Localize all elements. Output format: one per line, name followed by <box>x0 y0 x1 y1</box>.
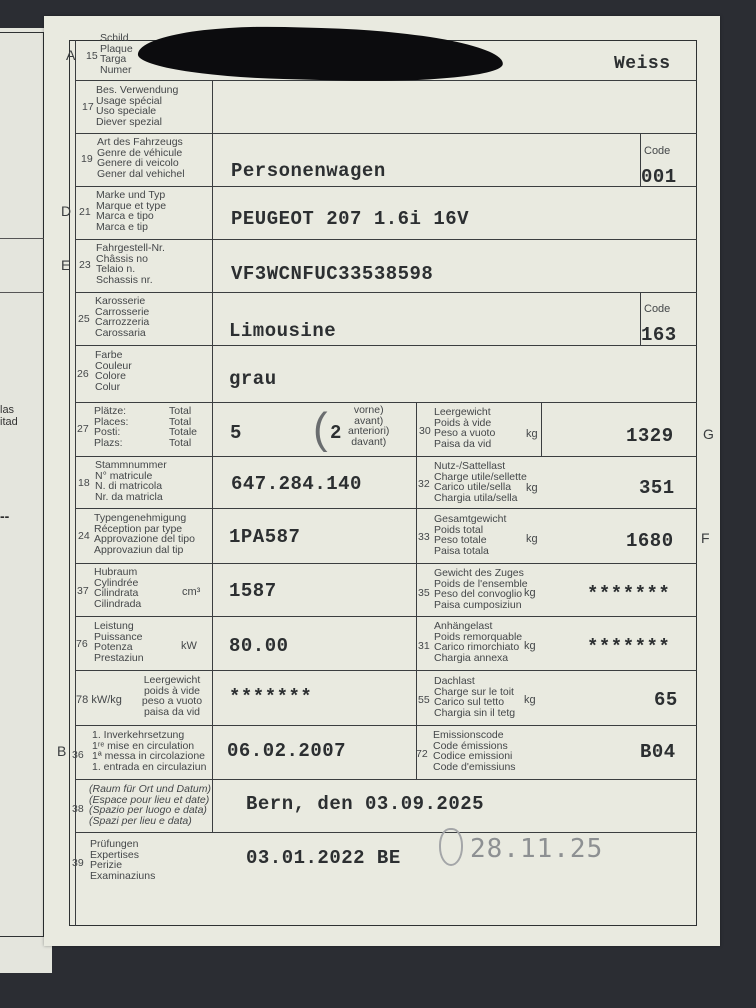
towing-capacity-value: ******* <box>587 636 671 658</box>
field-number-78: 78 kW/kg <box>76 694 122 706</box>
field-number: 23 <box>79 259 91 271</box>
field-label-place-date: (Raum für Ort und Datum) (Espace pour lieu et date) (Spazio per luogo e data) (Spazi per lieu e data) <box>89 783 211 827</box>
chassis-number-value: VF3WCNFUC33538598 <box>231 263 434 285</box>
field-label-roof-load: Dachlast Charge sur le toit Carico sul tetto Chargia sin il tetg <box>434 675 516 719</box>
roof-load-value: 65 <box>654 689 678 711</box>
unit-kg: kg <box>524 587 536 599</box>
power-value: 80.00 <box>229 635 289 657</box>
power-weight-value: ******* <box>229 686 313 708</box>
seats-total-value: 5 <box>230 422 242 444</box>
field-label-chassis: Fahrgestell-Nr. Châssis no Telaio n. Schassis nr. <box>96 242 165 286</box>
field-label-inspections: Prüfungen Expertises Perizie Examinaziuns <box>90 838 156 882</box>
bracket-left: ( <box>313 404 328 453</box>
side-letter-f: F <box>701 530 710 546</box>
unit-kg: kg <box>526 482 538 494</box>
field-label-total-weight: Gesamtgewicht Poids total Peso totale Paisa totala <box>434 513 507 557</box>
field-label-type-approval: Typengenehmigung Réception par type Approvazione del tipo Approvaziun dal tip <box>94 512 195 556</box>
background-dashes: -- <box>0 508 10 524</box>
field-label-payload: Nutz-/Sattellast Charge utile/sellette Carico utile/sella Chargia utila/sella <box>434 460 527 504</box>
vehicle-type-code: 001 <box>641 166 677 188</box>
unit-kg: kg <box>524 640 536 652</box>
side-letter-e: E <box>61 257 71 273</box>
total-weight-value: 1680 <box>626 530 674 552</box>
field-label-make-model: Marke und Typ Marque et type Marca e tipo Marca e tip <box>96 189 167 233</box>
field-number: 31 <box>418 640 430 652</box>
vehicle-type-value: Personenwagen <box>231 160 386 182</box>
body-type-value: Limousine <box>229 320 337 342</box>
background-text: las <box>0 404 15 416</box>
field-number: 24 <box>78 530 90 542</box>
field-label-body: Karosserie Carrosserie Carrozzeria Carossaria <box>95 295 150 339</box>
place-date-value: Bern, den 03.09.2025 <box>246 793 485 815</box>
background-divider <box>0 292 44 293</box>
field-label-seats: Plätze: Places: Posti: Plazs: <box>94 405 129 449</box>
unit-cm3: cm³ <box>182 586 201 598</box>
unit-kw: kW <box>181 640 197 652</box>
emission-code-value: B04 <box>640 741 676 763</box>
side-letter-g: G <box>703 426 714 442</box>
field-number: 33 <box>418 531 430 543</box>
field-number: 39 <box>72 857 84 869</box>
seats-front-value: 2 <box>330 422 342 444</box>
field-label-plate: Schild Plaque Targa Numer <box>100 32 133 76</box>
field-number: 72 <box>416 748 428 760</box>
field-label-color: Farbe Couleur Colore Colur <box>95 349 132 393</box>
field-number: 26 <box>77 368 89 380</box>
side-letter-b: B <box>57 743 67 759</box>
background-sheet-border <box>0 32 44 937</box>
body-type-code: 163 <box>641 324 677 346</box>
type-approval-value: 1PA587 <box>229 526 301 548</box>
code-label: Code <box>644 145 671 157</box>
code-label: Code <box>644 303 671 315</box>
field-number: 18 <box>78 477 90 489</box>
field-number: 21 <box>79 206 91 218</box>
field-label-power-weight: Leergewicht poids à vide peso a vuoto paisa da vid <box>141 674 203 718</box>
displacement-value: 1587 <box>229 580 277 602</box>
field-number: 32 <box>418 478 430 490</box>
first-registration-value: 06.02.2007 <box>227 740 347 762</box>
inspection-value: 03.01.2022 BE <box>246 847 401 869</box>
train-weight-value: ******* <box>587 583 671 605</box>
field-label-emission-code: Emissionscode Code émissions Codice emissioni Code d'emissiuns <box>433 729 516 773</box>
background-divider <box>0 238 44 239</box>
field-label-seats-front: vorne) avant) anteriori) davant) <box>348 404 390 448</box>
field-number: 25 <box>78 313 90 325</box>
empty-weight-value: 1329 <box>626 425 674 447</box>
field-label-master-number: Stammnummer N° matricule N. di matricola Nr. da matricla <box>95 459 167 503</box>
field-number: 76 <box>76 638 88 650</box>
field-label-towing-capacity: Anhängelast Poids remorquable Carico rimorchiato Chargia annexa <box>434 620 523 664</box>
background-text: itad <box>0 416 18 428</box>
unit-kg: kg <box>524 694 536 706</box>
field-number: 55 <box>418 694 430 706</box>
field-label-empty-weight: Leergewicht Poids à vide Peso a vuoto Paisa da vid <box>434 406 496 450</box>
field-number: 38 <box>72 803 84 815</box>
field-label-seats-total: Total Total Totale Total <box>169 405 198 449</box>
field-number: 19 <box>81 153 93 165</box>
field-label-first-registration: 1. Inverkehrsetzung 1ʳᵉ mise en circulation 1ª messa in circolazione 1. entrada en circulaziun <box>92 729 207 773</box>
field-number: 30 <box>419 425 431 437</box>
unit-kg: kg <box>526 428 538 440</box>
make-model-value: PEUGEOT 207 1.6i 16V <box>231 208 470 230</box>
field-number: 35 <box>418 587 430 599</box>
side-letter-a: A <box>66 47 76 63</box>
field-number: 27 <box>77 423 89 435</box>
stamp-seal-icon <box>439 828 463 866</box>
field-label-special-use: Bes. Verwendung Usage spécial Uso speciale Diever spezial <box>96 84 179 128</box>
side-letter-d: D <box>61 203 72 219</box>
inspection-stamp-date: 28.11.25 <box>470 834 604 864</box>
color-value: grau <box>229 368 277 390</box>
field-number: 36 <box>72 749 84 761</box>
field-number: 15 <box>86 50 98 62</box>
field-number: 17 <box>82 101 94 113</box>
field-label-displacement: Hubraum Cylindrée Cilindrata Cilindrada <box>94 566 142 610</box>
plate-color-value: Weiss <box>614 54 671 74</box>
unit-kg: kg <box>526 533 538 545</box>
master-number-value: 647.284.140 <box>231 473 362 495</box>
field-number: 37 <box>77 585 89 597</box>
field-label-power: Leistung Puissance Potenza Prestaziun <box>94 620 144 664</box>
field-label-train-weight: Gewicht des Zuges Poids de l'ensemble Peso del convoglio Paisa cumposiziun <box>434 567 528 611</box>
payload-value: 351 <box>639 477 675 499</box>
field-label-vehicle-type: Art des Fahrzeugs Genre de véhicule Genere di veicolo Gener dal vehichel <box>97 136 185 180</box>
